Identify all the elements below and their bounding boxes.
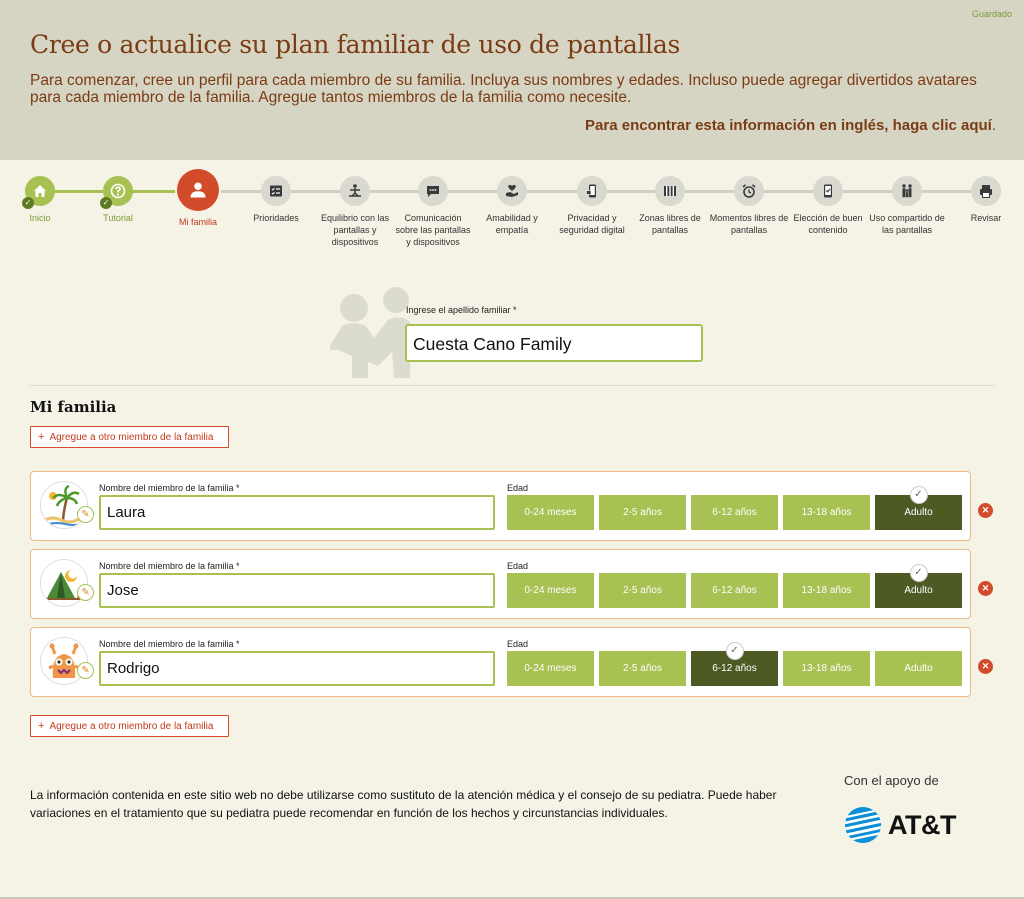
zone-icon bbox=[662, 183, 678, 199]
step-label: Prioridades bbox=[253, 213, 299, 223]
selected-check-icon: ✓ bbox=[910, 564, 928, 582]
add-member-button-top[interactable] bbox=[30, 426, 229, 448]
member-name-input[interactable]: Laura bbox=[99, 495, 495, 530]
step-label: Tutorial bbox=[103, 213, 133, 223]
age-option-button[interactable] bbox=[507, 495, 594, 530]
family-member-row bbox=[30, 627, 971, 697]
age-option-label: Adulto bbox=[904, 507, 933, 518]
step-4[interactable] bbox=[236, 176, 316, 224]
age-option-button[interactable] bbox=[783, 573, 870, 608]
page-header bbox=[0, 0, 1024, 160]
saved-status: Guardado bbox=[971, 9, 1012, 19]
age-option-button[interactable] bbox=[507, 651, 594, 686]
english-link-period: . bbox=[991, 117, 996, 134]
family-member-row bbox=[30, 471, 971, 541]
question-icon bbox=[110, 183, 126, 199]
selected-check-icon: ✓ bbox=[910, 486, 928, 504]
remove-member-icon[interactable]: ✕ bbox=[978, 659, 993, 674]
selected-check-icon: ✓ bbox=[726, 642, 744, 660]
member-name-label: Nombre del miembro de la familia * bbox=[99, 561, 240, 571]
age-option-label: 0-24 meses bbox=[524, 507, 577, 518]
remove-member-icon[interactable]: ✕ bbox=[978, 503, 993, 518]
age-option-label: Adulto bbox=[904, 663, 933, 674]
english-version-link[interactable] bbox=[585, 117, 996, 134]
age-option-button[interactable] bbox=[783, 495, 870, 530]
age-option-button[interactable] bbox=[507, 573, 594, 608]
age-option-button[interactable] bbox=[599, 573, 686, 608]
step-circle[interactable] bbox=[577, 176, 607, 206]
medical-disclaimer: La información contenida en este sitio web no debe utilizarse como sustituto de la atención médica y el consejo de su pediatra. Puede haber variaciones en el tratamiento que su pediatra puede recomendar en función de los hechos y circunstancias individuales. bbox=[30, 788, 777, 820]
plus-icon: + bbox=[38, 431, 45, 443]
step-label: Revisar bbox=[970, 213, 1002, 223]
step-circle[interactable] bbox=[25, 176, 55, 206]
step-8[interactable] bbox=[552, 176, 632, 236]
step-circle[interactable] bbox=[418, 176, 448, 206]
age-option-label: 6-12 años bbox=[712, 663, 757, 674]
step-label: Mi familia bbox=[178, 217, 217, 227]
edit-avatar-icon[interactable]: ✎ bbox=[77, 662, 94, 679]
age-option-button[interactable] bbox=[783, 651, 870, 686]
alarm-clock-icon bbox=[741, 183, 757, 199]
step-label: Inicio bbox=[29, 213, 51, 223]
chat-icon bbox=[425, 183, 441, 199]
age-option-label: Adulto bbox=[904, 585, 933, 596]
age-option-label: 2-5 años bbox=[623, 585, 662, 596]
phone-lock-icon bbox=[584, 183, 600, 199]
step-circle[interactable] bbox=[655, 176, 685, 206]
checklist-icon bbox=[268, 183, 284, 199]
page-title: Cree o actualice su plan familiar de uso de pantallas bbox=[30, 30, 680, 59]
step-2[interactable] bbox=[78, 176, 158, 224]
age-option-label: 2-5 años bbox=[623, 663, 662, 674]
step-circle[interactable] bbox=[813, 176, 843, 206]
step-circle[interactable] bbox=[971, 176, 1001, 206]
member-name-label: Nombre del miembro de la familia * bbox=[99, 639, 240, 649]
step-label: Amabilidad y empatía bbox=[486, 213, 538, 235]
age-option-button[interactable] bbox=[875, 567, 962, 608]
person-icon bbox=[188, 180, 208, 200]
att-wordmark: AT&T bbox=[888, 809, 956, 840]
age-option-label: 6-12 años bbox=[712, 507, 757, 518]
step-circle[interactable] bbox=[497, 176, 527, 206]
age-label: Edad bbox=[507, 483, 529, 493]
step-6[interactable] bbox=[393, 176, 473, 248]
home-icon bbox=[32, 183, 48, 199]
age-option-label: 13-18 años bbox=[801, 663, 852, 674]
section-divider bbox=[30, 385, 994, 386]
phone-check-icon bbox=[820, 183, 836, 199]
age-option-label: 13-18 años bbox=[801, 507, 852, 518]
step-circle[interactable] bbox=[892, 176, 922, 206]
age-option-label: 13-18 años bbox=[801, 585, 852, 596]
family-name-input[interactable]: Cuesta Cano Family bbox=[405, 324, 703, 362]
remove-member-icon[interactable]: ✕ bbox=[978, 581, 993, 596]
add-member-label: Agregue a otro miembro de la familia bbox=[49, 721, 214, 732]
step-11[interactable] bbox=[788, 176, 868, 236]
att-logo bbox=[844, 806, 956, 844]
sponsor-label: Con el apoyo de bbox=[844, 773, 939, 788]
age-option-button[interactable] bbox=[691, 645, 778, 686]
step-circle[interactable] bbox=[734, 176, 764, 206]
step-10[interactable] bbox=[709, 176, 789, 236]
step-7[interactable] bbox=[472, 176, 552, 236]
completed-check-icon: ✓ bbox=[22, 197, 34, 209]
printer-icon bbox=[978, 183, 994, 199]
step-label: Privacidad y seguridad digital bbox=[559, 213, 625, 235]
step-13[interactable] bbox=[946, 176, 1024, 224]
english-link-text[interactable]: Para encontrar esta información en inglés, haga clic aquí bbox=[585, 117, 992, 134]
step-9[interactable] bbox=[630, 176, 710, 236]
step-5[interactable] bbox=[315, 176, 395, 248]
family-name-label: Ingrese el apellido familiar * bbox=[406, 305, 517, 315]
age-option-label: 0-24 meses bbox=[524, 585, 577, 596]
edit-avatar-icon[interactable]: ✎ bbox=[77, 584, 94, 601]
intro-text: Para comenzar, cree un perfil para cada miembro de su familia. Incluya sus nombres y edades. Incluso puede agregar divertidos avatares para cada miembro de la familia. Agregue tantos miembros de la familia como necesite. bbox=[30, 72, 977, 106]
step-circle[interactable] bbox=[103, 176, 133, 206]
age-option-button[interactable] bbox=[691, 573, 778, 608]
step-1[interactable] bbox=[0, 176, 80, 224]
age-label: Edad bbox=[507, 561, 529, 571]
completed-check-icon: ✓ bbox=[100, 197, 112, 209]
plus-icon: + bbox=[38, 720, 45, 732]
age-option-button[interactable] bbox=[691, 495, 778, 530]
step-circle[interactable] bbox=[340, 176, 370, 206]
age-option-label: 6-12 años bbox=[712, 585, 757, 596]
heart-hand-icon bbox=[504, 183, 520, 199]
step-label: Comunicación sobre las pantallas y dispositivos bbox=[395, 213, 471, 247]
step-label: Equilibrio con las pantallas y dispositivos bbox=[320, 213, 390, 247]
member-name-input[interactable]: Rodrigo bbox=[99, 651, 495, 686]
member-name-label: Nombre del miembro de la familia * bbox=[99, 483, 240, 493]
family-silhouette-icon bbox=[322, 286, 414, 378]
member-name-input[interactable]: Jose bbox=[99, 573, 495, 608]
section-title: Mi familia bbox=[30, 398, 117, 416]
age-option-button[interactable] bbox=[875, 651, 962, 686]
add-member-label: Agregue a otro miembro de la familia bbox=[49, 432, 214, 443]
balance-icon bbox=[347, 183, 363, 199]
age-option-button[interactable] bbox=[599, 495, 686, 530]
age-option-label: 2-5 años bbox=[623, 507, 662, 518]
step-label: Elección de buen contenido bbox=[793, 213, 863, 235]
age-option-button[interactable] bbox=[875, 489, 962, 530]
family-icon bbox=[899, 183, 915, 199]
step-label: Uso compartido de las pantallas bbox=[869, 213, 945, 235]
add-member-button-bottom[interactable] bbox=[30, 715, 229, 737]
age-label: Edad bbox=[507, 639, 529, 649]
step-circle[interactable] bbox=[261, 176, 291, 206]
age-option-label: 0-24 meses bbox=[524, 663, 577, 674]
age-option-button[interactable] bbox=[599, 651, 686, 686]
progress-stepper bbox=[0, 160, 1024, 270]
step-label: Zonas libres de pantallas bbox=[639, 213, 701, 235]
family-member-row bbox=[30, 549, 971, 619]
edit-avatar-icon[interactable]: ✎ bbox=[77, 506, 94, 523]
step-circle[interactable] bbox=[177, 169, 219, 211]
att-globe-icon bbox=[844, 806, 882, 844]
step-12[interactable] bbox=[867, 176, 947, 236]
step-label: Momentos libres de pantallas bbox=[709, 213, 789, 235]
step-3[interactable] bbox=[158, 169, 238, 228]
